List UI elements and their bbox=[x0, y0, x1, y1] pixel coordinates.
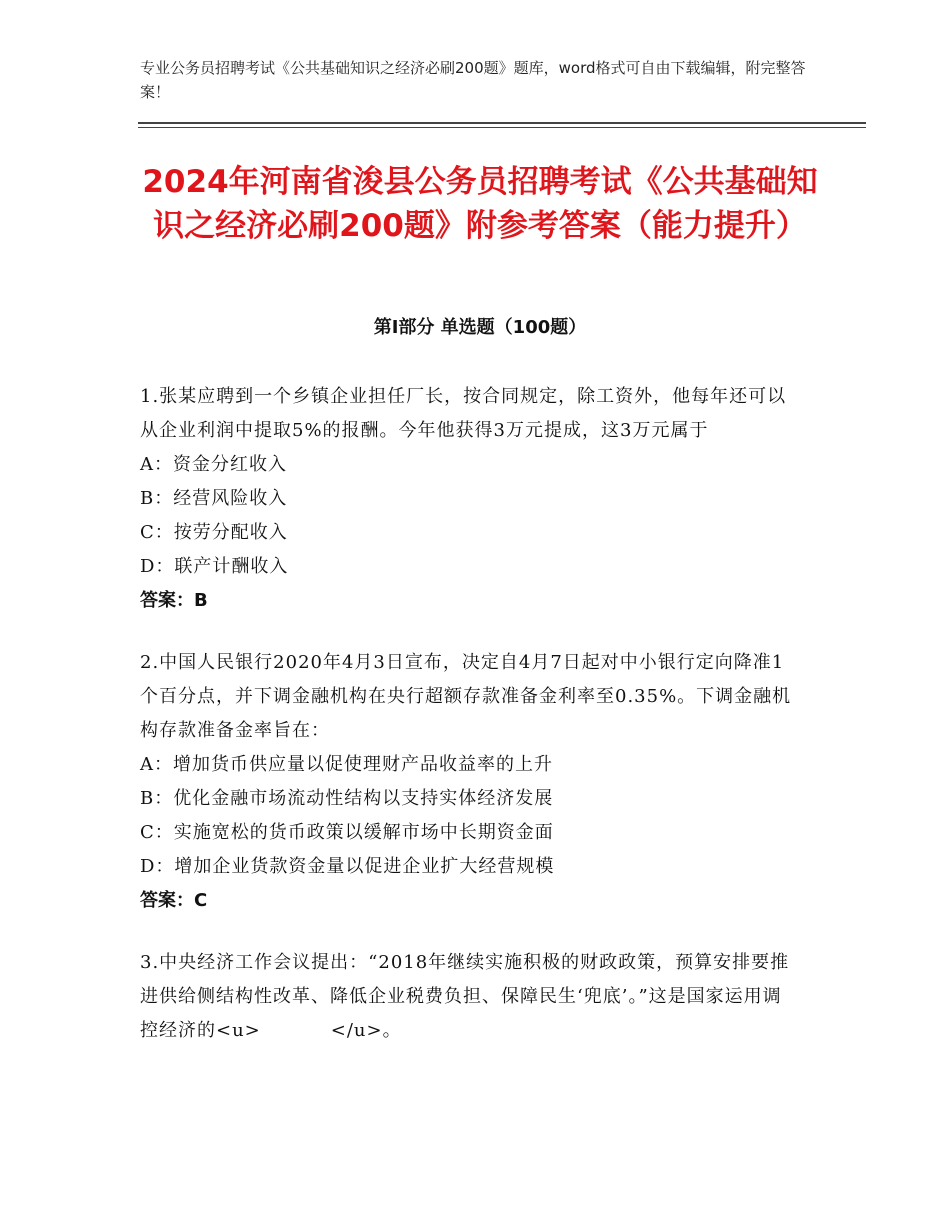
header-rule-thick bbox=[138, 122, 866, 124]
question-2 bbox=[140, 646, 800, 918]
answer: 答案：C bbox=[140, 890, 208, 911]
question-text-before-blank: 3.中央经济工作会议提出：“2018年继续实施积极的财政政策，预算安排要推进供给侧结构性改革、降低企业税费负担、保障民生‘兜底’。”这是国家运用调控经济的<u> bbox=[140, 952, 790, 1041]
question-text bbox=[140, 946, 800, 1048]
question-3 bbox=[140, 946, 800, 1048]
option-b: B：优化金融市场流动性结构以支持实体经济发展 bbox=[140, 788, 554, 809]
question-text: 2.中国人民银行2020年4月3日宣布，决定自4月7日起对中小银行定向降准1个百分点，并下调金融机构在央行超额存款准备金利率至0.35%。下调金融机构存款准备金率旨在： bbox=[140, 652, 792, 741]
question-text: 1.张某应聘到一个乡镇企业担任厂长，按合同规定，除工资外，他每年还可以从企业利润中提取5%的报酬。今年他获得3万元提成，这3万元属于 bbox=[140, 386, 787, 441]
option-c: C：按劳分配收入 bbox=[140, 522, 288, 543]
answer: 答案：B bbox=[140, 590, 208, 611]
option-c: C：实施宽松的货币政策以缓解市场中长期资金面 bbox=[140, 822, 554, 843]
option-a: A：增加货币供应量以促使理财产品收益率的上升 bbox=[140, 754, 553, 775]
header-rule-thin bbox=[138, 127, 866, 128]
option-d: D：联产计酬收入 bbox=[140, 556, 289, 577]
question-list bbox=[140, 380, 800, 1076]
section-title: 第Ⅰ部分 单选题（100题） bbox=[373, 317, 587, 338]
header-note: 专业公务员招聘考试《公共基础知识之经济必刷200题》题库，word格式可自由下载编辑，附完整答案！ bbox=[140, 59, 806, 101]
question-1 bbox=[140, 380, 800, 618]
option-b: B：经营风险收入 bbox=[140, 488, 288, 509]
option-a: A：资金分红收入 bbox=[140, 454, 287, 475]
question-text-after-blank: </u>。 bbox=[330, 1020, 402, 1041]
option-d: D：增加企业货款资金量以促进企业扩大经营规模 bbox=[140, 856, 555, 877]
document-title: 2024年河南省浚县公务员招聘考试《公共基础知识之经济必刷200题》附参考答案（能力提升） bbox=[142, 164, 818, 244]
